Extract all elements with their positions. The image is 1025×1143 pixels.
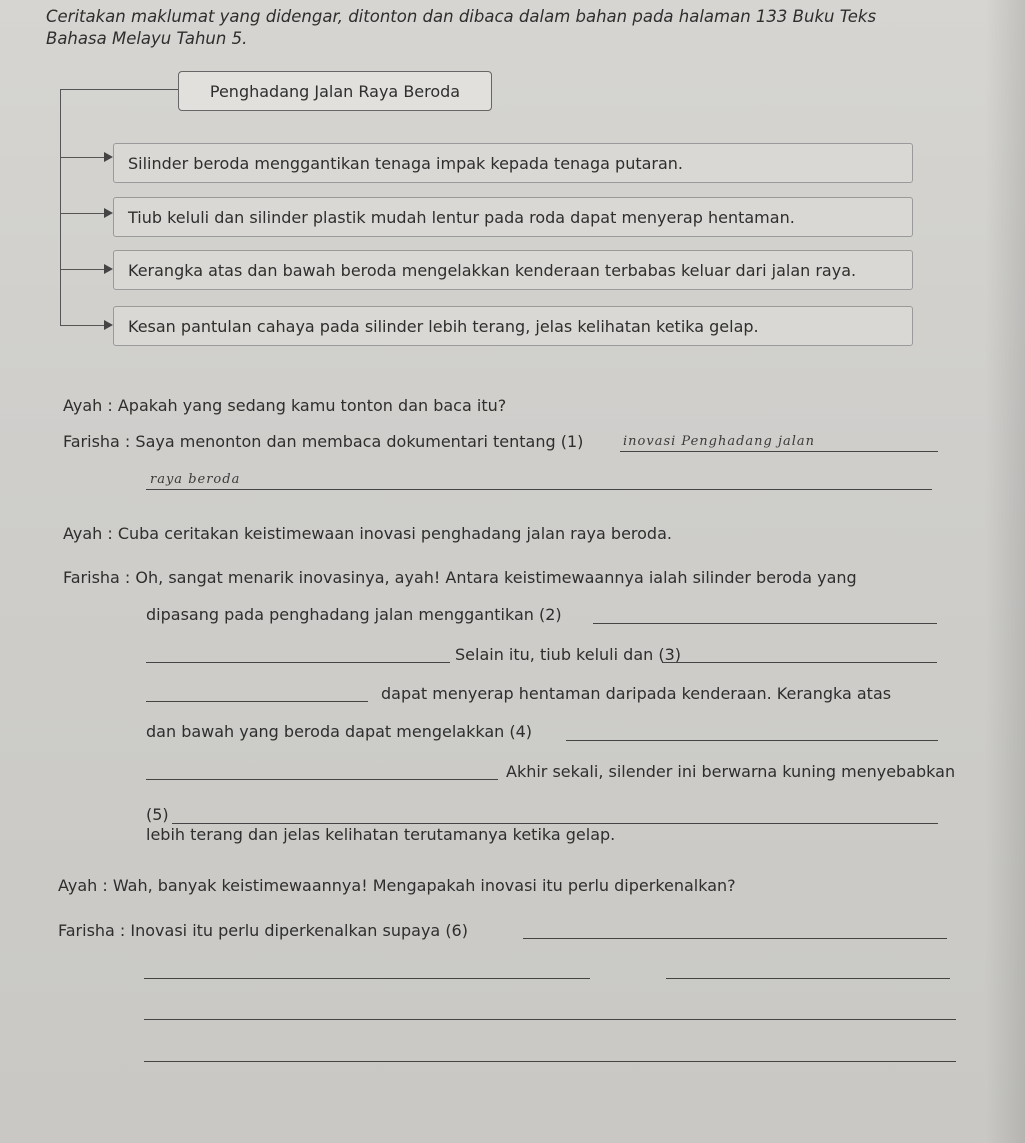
fact-box-1: Silinder beroda menggantikan tenaga impak kepada tenaga putaran. xyxy=(113,143,913,183)
answer-line-1b xyxy=(146,489,932,490)
dialogue-farisha-3: Farisha : Inovasi itu perlu diperkenalkan supaya (6) xyxy=(58,921,468,940)
tree-trunk xyxy=(60,89,61,325)
instruction xyxy=(46,6,996,50)
arrow-icon xyxy=(104,152,113,162)
fact-box-2: Tiub keluli dan silinder plastik mudah lentur pada roda dapat menyerap hentaman. xyxy=(113,197,913,237)
answer-line-6d xyxy=(144,1019,956,1020)
answer-line-3b xyxy=(146,701,368,702)
answer-line-5 xyxy=(172,823,938,824)
fact-box-3: Kerangka atas dan bawah beroda mengelakkan kenderaan terbabas keluar dari jalan raya. xyxy=(113,250,913,290)
instruction-line-2: Bahasa Melayu Tahun 5. xyxy=(46,29,248,48)
tree-connector xyxy=(60,89,178,90)
answer-line-6c xyxy=(666,978,950,979)
dialogue-farisha-2-l8: lebih terang dan jelas kelihatan terutamanya ketika gelap. xyxy=(146,825,616,844)
answer-line-6b xyxy=(144,978,590,979)
dialogue-farisha-2: Farisha : Oh, sangat menarik inovasinya, ayah! Antara keistimewaannya ialah silinder beroda yang xyxy=(63,568,857,587)
branch-line xyxy=(60,269,110,270)
dialogue-farisha-2-l5: dan bawah yang beroda dapat mengelakkan (4) xyxy=(146,722,533,741)
answer-line-2 xyxy=(593,623,937,624)
answer-line-6e xyxy=(144,1061,956,1062)
answer-line-2b xyxy=(146,662,450,663)
answer-line-4b xyxy=(146,779,498,780)
answer-line-3 xyxy=(662,662,937,663)
page-shadow xyxy=(985,0,1025,1143)
dialogue-farisha-2-l4: dapat menyerap hentaman daripada kenderaan. Kerangka atas xyxy=(381,684,892,703)
handwritten-answer-1b: raya beroda xyxy=(150,472,241,487)
dialogue-farisha-2-l6: Akhir sekali, silender ini berwarna kuning menyebabkan xyxy=(506,762,956,781)
answer-line-4 xyxy=(566,740,938,741)
arrow-icon xyxy=(104,264,113,274)
arrow-icon xyxy=(104,320,113,330)
dialogue-farisha-1: Farisha : Saya menonton dan membaca dokumentari tentang (1) xyxy=(63,432,584,451)
fact-box-4: Kesan pantulan cahaya pada silinder lebih terang, jelas kelihatan ketika gelap. xyxy=(113,306,913,346)
branch-line xyxy=(60,325,110,326)
instruction-line-1: Ceritakan maklumat yang didengar, ditonton dan dibaca dalam bahan pada halaman 133 Buku Teks xyxy=(46,7,877,26)
dialogue-ayah-2: Ayah : Cuba ceritakan keistimewaan inovasi penghadang jalan raya beroda. xyxy=(63,524,672,543)
answer-line-6 xyxy=(523,938,947,939)
branch-line xyxy=(60,157,110,158)
dialogue-farisha-2-l7: (5) xyxy=(146,805,169,824)
diagram-title: Penghadang Jalan Raya Beroda xyxy=(178,71,492,111)
branch-line xyxy=(60,213,110,214)
answer-line-1 xyxy=(620,451,938,452)
dialogue-ayah-1: Ayah : Apakah yang sedang kamu tonton dan baca itu? xyxy=(63,396,507,415)
arrow-icon xyxy=(104,208,113,218)
dialogue-farisha-2-l2: dipasang pada penghadang jalan menggantikan (2) xyxy=(146,605,562,624)
dialogue-ayah-3: Ayah : Wah, banyak keistimewaannya! Mengapakah inovasi itu perlu diperkenalkan? xyxy=(58,876,736,895)
handwritten-answer-1a: inovasi Penghadang jalan xyxy=(623,434,816,449)
dialogue-farisha-2-l3: Selain itu, tiub keluli dan (3) xyxy=(455,645,682,664)
